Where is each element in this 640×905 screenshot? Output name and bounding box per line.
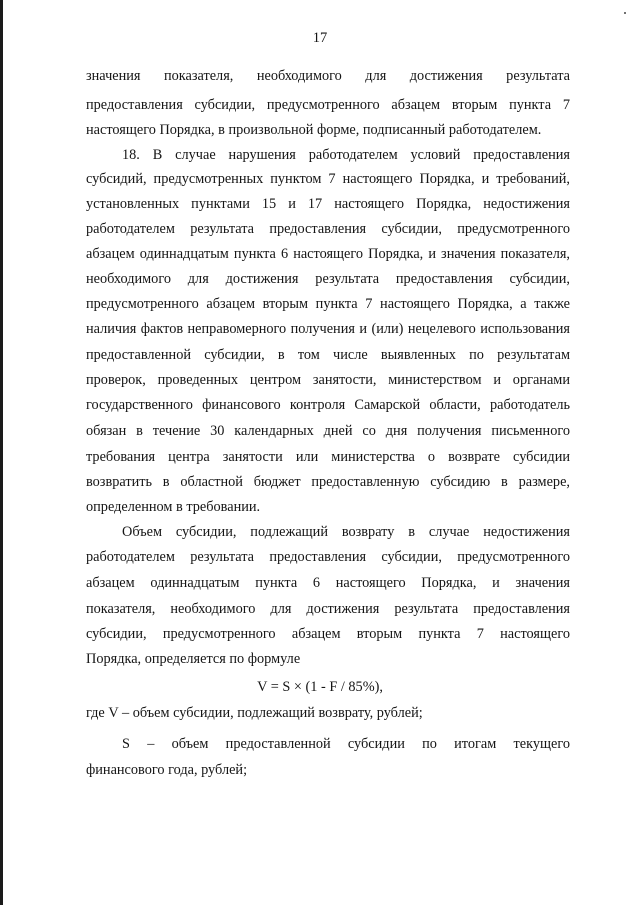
text-line: наличия фактов неправомерного получения и (или) нецелевого использования (86, 321, 570, 337)
text-line: требования центра занятости или министерства о возврате субсидии (86, 449, 570, 465)
text-line: показателя, необходимого для достижения результата предоставления (86, 601, 570, 617)
formula: V = S × (1 - F / 85%), (257, 679, 383, 695)
text-line: абзацем одиннадцатым пункта 6 настоящего Порядка, и значения (86, 575, 570, 591)
text-line: проверок, проведенных центром занятости, министерством и органами (86, 372, 570, 388)
text-line: работодателем результата предоставления субсидии, предусмотренного (86, 549, 570, 565)
text-line: определенном в требовании. (86, 499, 261, 515)
text-line: необходимого для достижения результата предоставления субсидии, (86, 271, 570, 287)
text-line: субсидии, предусмотренного абзацем вторым пункта 7 настоящего (86, 626, 570, 642)
text-line: предоставленной субсидии, в том числе выявленных по результатам (86, 347, 570, 363)
scan-left-edge (0, 0, 3, 905)
text-line: S – объем предоставленной субсидии по итогам текущего (122, 736, 570, 752)
text-line: субсидий, предусмотренных пунктом 7 настоящего Порядка, и требований, (86, 171, 570, 187)
scan-speck (624, 12, 626, 14)
text-line: где V – объем субсидии, подлежащий возврату, рублей; (86, 705, 423, 721)
text-line: настоящего Порядка, в произвольной форме, подписанный работодателем. (86, 122, 542, 138)
text-line: установленных пунктами 15 и 17 настоящего Порядка, недостижения (86, 196, 570, 212)
text-line: работодателем результата предоставления субсидии, предусмотренного (86, 221, 570, 237)
text-line: государственного финансового контроля Самарской области, работодатель (86, 397, 570, 413)
text-line: Объем субсидии, подлежащий возврату в случае недостижения (122, 524, 570, 540)
text-line: абзацем одиннадцатым пункта 6 настоящего Порядка, и значения показателя, (86, 246, 570, 262)
text-line: предоставления субсидии, предусмотренного абзацем вторым пункта 7 (86, 97, 570, 113)
text-line: возвратить в областной бюджет предоставленную субсидию в размере, (86, 474, 570, 490)
text-line: финансового года, рублей; (86, 762, 248, 778)
text-line: предусмотренного абзацем вторым пункта 7 настоящего Порядка, а также (86, 296, 570, 312)
text-line: значения показателя, необходимого для достижения результата (86, 68, 570, 84)
page-number: 17 (312, 30, 328, 46)
text-line: 18. В случае нарушения работодателем условий предоставления (122, 147, 570, 163)
text-line: обязан в течение 30 календарных дней со дня получения письменного (86, 423, 570, 439)
text-line: Порядка, определяется по формуле (86, 651, 301, 667)
